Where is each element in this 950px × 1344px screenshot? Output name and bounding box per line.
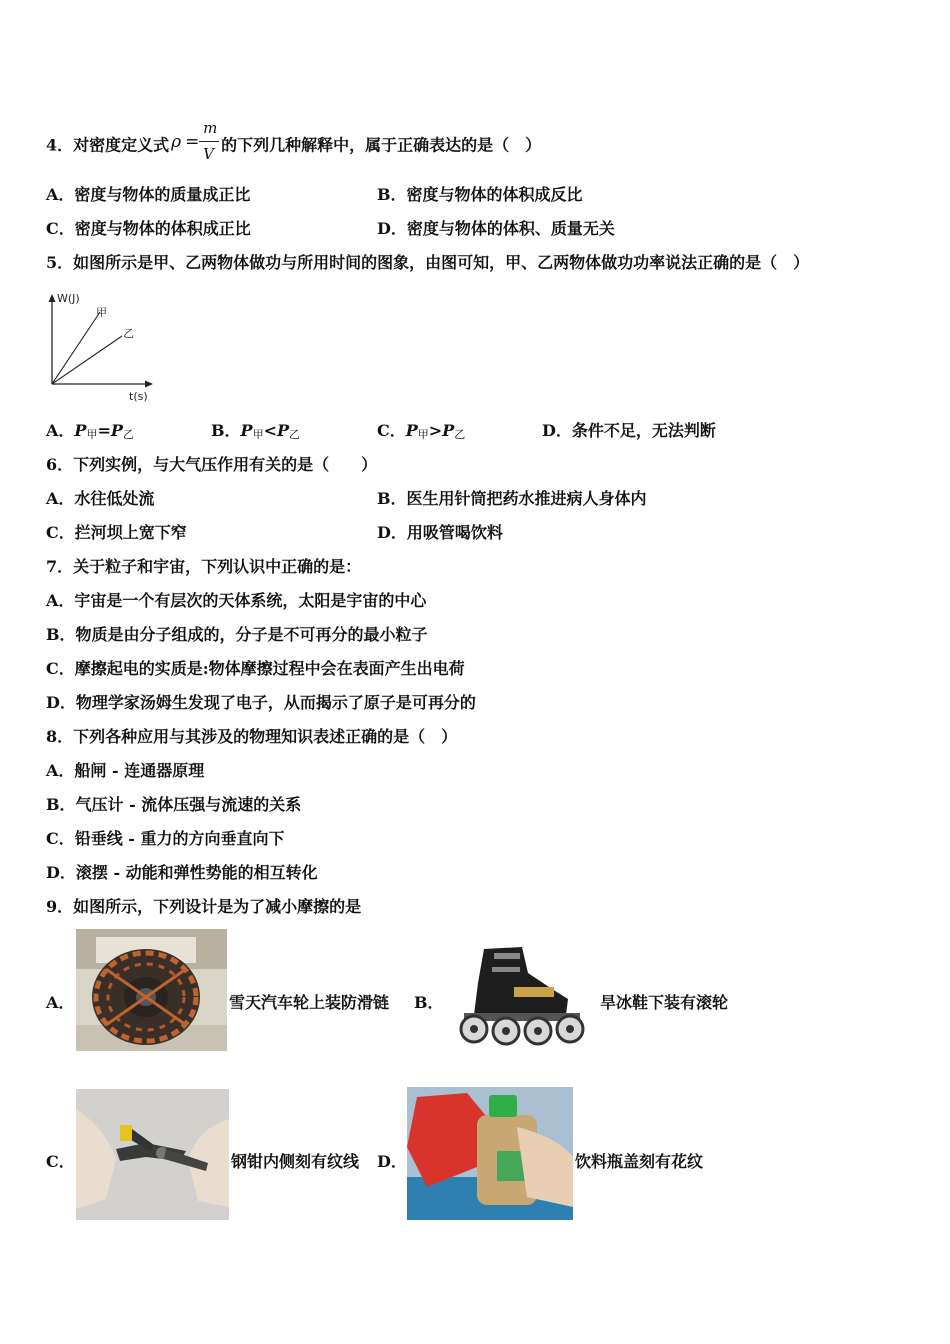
q9-option-d-text[interactable]: 饮料瓶盖刻有花纹 bbox=[575, 1152, 704, 1171]
q9-option-c-text[interactable]: 钢钳内侧刻有纹线 bbox=[231, 1152, 360, 1171]
q6-option-c[interactable]: C．拦河坝上宽下窄 bbox=[46, 523, 187, 542]
q5-option-d[interactable]: D．条件不足，无法判断 bbox=[542, 421, 716, 440]
inline-skate-photo bbox=[444, 943, 598, 1047]
q6-option-a[interactable]: A．水往低处流 bbox=[46, 489, 155, 508]
x-axis-arrow bbox=[145, 381, 153, 388]
q4-stem-after: 的下列几种解释中，属于正确表达的是（ ） bbox=[221, 135, 542, 155]
q6-option-d[interactable]: D．用吸管喝饮料 bbox=[377, 523, 503, 542]
q6-option-b[interactable]: B．医生用针筒把药水推进病人身体内 bbox=[377, 489, 647, 508]
q9-option-a-text[interactable]: 雪天汽车轮上装防滑链 bbox=[229, 993, 390, 1012]
q4-stem-before: 4．对密度定义式 bbox=[46, 135, 170, 155]
q5-option-b[interactable]: B．P甲<P乙 bbox=[211, 421, 300, 441]
bottle-cap-icon bbox=[407, 1087, 573, 1220]
q8-stem: 8．下列各种应用与其涉及的物理知识表述正确的是（ ） bbox=[46, 727, 458, 746]
q9-option-b-letter[interactable]: B． bbox=[414, 993, 444, 1012]
q4-option-c[interactable]: C．密度与物体的体积成正比 bbox=[46, 219, 251, 238]
graph-xlabel: t(s) bbox=[129, 390, 148, 403]
q4-option-a[interactable]: A．密度与物体的质量成正比 bbox=[46, 185, 251, 204]
q7-option-d[interactable]: D．物理学家汤姆生发现了电子，从而揭示了原子是可再分的 bbox=[46, 693, 476, 712]
graph-label-jia: 甲 bbox=[96, 306, 107, 319]
q7-stem: 7．关于粒子和宇宙，下列认识中正确的是： bbox=[46, 557, 362, 576]
q4-option-b[interactable]: B．密度与物体的体积成反比 bbox=[377, 185, 583, 204]
q8-option-d[interactable]: D．滚摆 - 动能和弹性势能的相互转化 bbox=[46, 863, 318, 882]
q9-stem: 9．如图所示，下列设计是为了减小摩擦的是 bbox=[46, 897, 362, 916]
q8-option-a[interactable]: A．船闸 - 连通器原理 bbox=[46, 761, 205, 780]
q7-option-c[interactable]: C．摩擦起电的实质是:物体摩擦过程中会在表面产生出电荷 bbox=[46, 659, 465, 678]
line-jia bbox=[52, 312, 100, 384]
q5-stem: 5．如图所示是甲、乙两物体做功与所用时间的图象，由图可知，甲、乙两物体做功功率说法正确的是（ ） bbox=[46, 253, 810, 272]
q4-option-d[interactable]: D．密度与物体的体积、质量无关 bbox=[377, 219, 615, 238]
pliers-photo bbox=[76, 1089, 229, 1220]
q9-option-d-letter[interactable]: D． bbox=[377, 1152, 407, 1171]
q8-option-c[interactable]: C．铅垂线 - 重力的方向垂直向下 bbox=[46, 829, 285, 848]
snow-chain-tire-icon bbox=[76, 929, 227, 1051]
q6-stem: 6．下列实例，与大气压作用有关的是（ ） bbox=[46, 455, 378, 474]
pliers-icon bbox=[76, 1089, 229, 1220]
q9-option-b-text[interactable]: 旱冰鞋下装有滚轮 bbox=[600, 993, 729, 1012]
q9-option-c-letter[interactable]: C． bbox=[46, 1152, 75, 1171]
q7-option-a[interactable]: A．宇宙是一个有层次的天体系统，太阳是宇宙的中心 bbox=[46, 591, 427, 610]
density-formula: ρ = m V bbox=[171, 119, 218, 163]
inline-skate-icon bbox=[444, 943, 598, 1047]
graph-ylabel: W(J) bbox=[57, 292, 80, 305]
bottle-cap-photo bbox=[407, 1087, 573, 1220]
q9-option-a-letter[interactable]: A． bbox=[46, 993, 75, 1012]
q5-option-c[interactable]: C．P甲>P乙 bbox=[377, 421, 466, 441]
line-yi bbox=[52, 336, 122, 384]
q5-option-a[interactable]: A．P甲=P乙 bbox=[46, 421, 134, 441]
q4-stem bbox=[46, 119, 542, 168]
graph-label-yi: 乙 bbox=[123, 327, 134, 340]
snow-chain-tire-photo bbox=[76, 929, 227, 1051]
work-time-graph bbox=[42, 288, 162, 406]
y-axis-arrow bbox=[49, 294, 56, 302]
q8-option-b[interactable]: B．气压计 - 流体压强与流速的关系 bbox=[46, 795, 302, 814]
q7-option-b[interactable]: B．物质是由分子组成的，分子是不可再分的最小粒子 bbox=[46, 625, 428, 644]
